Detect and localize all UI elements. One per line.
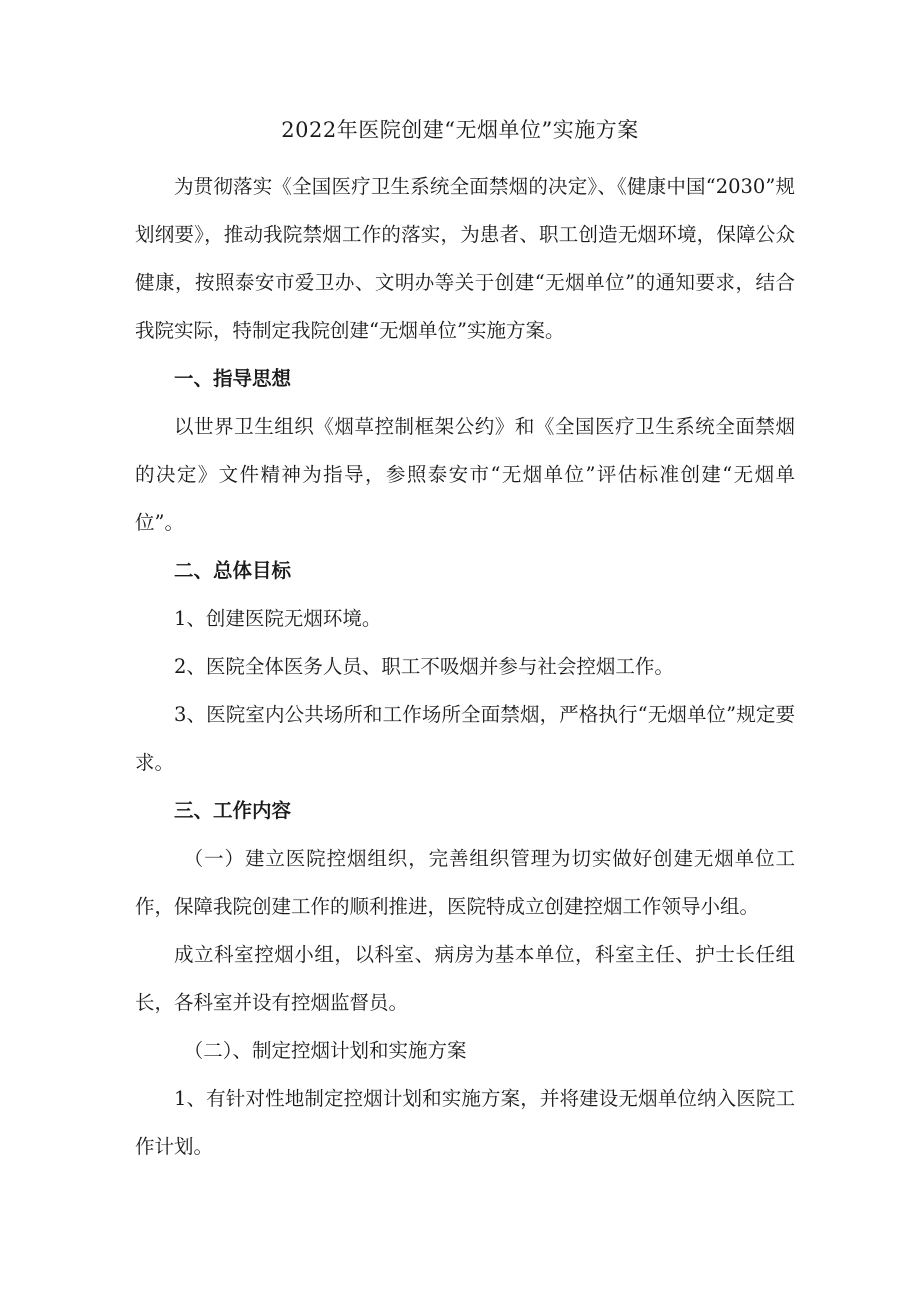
section-3-heading: 三、工作内容	[174, 799, 292, 822]
section-2-heading: 二、总体目标	[174, 559, 292, 582]
work-sub-2: （二）、制定控烟计划和实施方案	[183, 1039, 467, 1062]
work-sub-1-extra: 成立科室控烟小组，以科室、病房为基本单位，科室主任、护士长任组长，各科室并设有控烟监督员。	[135, 943, 795, 1014]
document-title: 2022年医院创建“无烟单位”实施方案	[281, 118, 639, 142]
intro-paragraph: 为贯彻落实《全国医疗卫生系统全面禁烟的决定》、《健康中国“2030”规划纲要》，推动我院禁烟工作的落实，为患者、职工创造无烟环境，保障公众健康，按照泰安市爱卫办、文明办等关于创建“无烟单位”的通知要求，结合我院实际，特制定我院创建“无烟单位”实施方案。	[135, 175, 795, 342]
section-1-body: 以世界卫生组织《烟草控制框架公约》和《全国医疗卫生系统全面禁烟的决定》文件精神为指导，参照泰安市“无烟单位”评估标准创建“无烟单位”。	[135, 415, 795, 534]
section-1-heading: 一、指导思想	[174, 367, 292, 390]
work-sub-2-item-1: 1、有针对性地制定控烟计划和实施方案，并将建设无烟单位纳入医院工作计划。	[135, 1087, 795, 1158]
goal-item-1: 1、创建医院无烟环境。	[174, 607, 382, 630]
goal-item-2: 2、医院全体医务人员、职工不吸烟并参与社会控烟工作。	[174, 655, 674, 678]
work-sub-1: （一）建立医院控烟组织，完善组织管理为切实做好创建无烟单位工作，保障我院创建工作的顺利推进，医院特成立创建控烟工作领导小组。	[135, 847, 795, 918]
goal-item-3: 3、医院室内公共场所和工作场所全面禁烟，严格执行“无烟单位”规定要求。	[135, 703, 795, 774]
